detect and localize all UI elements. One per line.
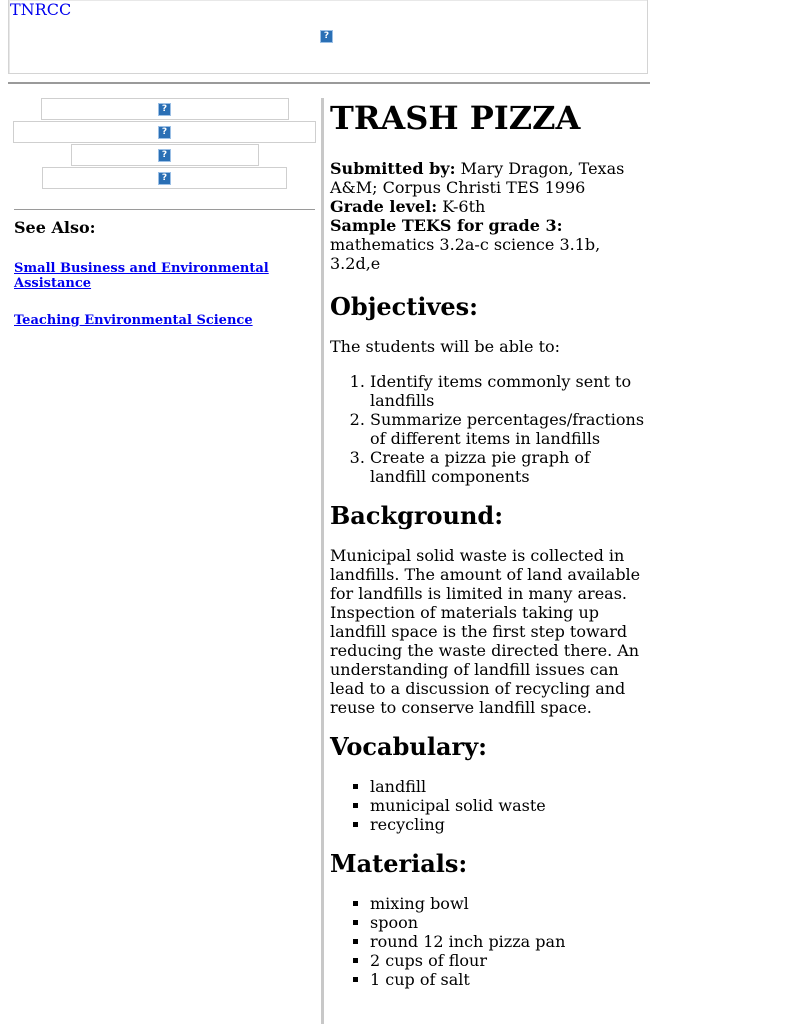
nav-image-3[interactable] [71, 144, 259, 166]
link-teaching-environmental-science[interactable]: Teaching Environmental Science [14, 313, 253, 328]
objectives-intro: The students will be able to: [330, 337, 561, 356]
column-divider [321, 98, 324, 1024]
list-item: ▪ recycling [370, 815, 646, 834]
broken-image-icon: ? [320, 30, 333, 43]
vocabulary-heading: Vocabulary: [330, 732, 487, 761]
nav-image-2[interactable] [13, 121, 316, 143]
nav-image-4[interactable] [42, 167, 287, 189]
grade-level-label: Grade level: [330, 197, 438, 216]
submitted-by-value: Mary Dragon, Texas A&M; Corpus Christi TES 1996 [330, 159, 625, 197]
background-text: Municipal solid waste is collected in landfills. The amount of land available for landfills is limited in many areas. Inspection of materials taking up landfill space is the first step toward reducing the waste directed there. An understanding of landfill issues can lead to a discussion of recycling and reuse to conserve landfill space. [330, 546, 641, 717]
site-title-link[interactable]: TNRCC [10, 0, 72, 19]
see-also-heading: See Also: [14, 218, 96, 237]
page-title: TRASH PIZZA [330, 99, 581, 137]
broken-image-icon: ? [158, 172, 171, 185]
materials-list [330, 894, 646, 989]
list-item: ▪ landfill [370, 777, 646, 796]
article-content [330, 98, 646, 1005]
broken-image-icon: ? [158, 103, 171, 116]
header-banner [8, 0, 648, 74]
list-item: 2. Summarize percentages/fractions of different items in landfills [370, 410, 646, 448]
list-item: ▪ spoon [370, 913, 646, 932]
nav-image-1[interactable] [41, 98, 289, 120]
broken-image-icon: ? [158, 126, 171, 139]
horizontal-rule [8, 82, 650, 84]
sidebar-divider [14, 209, 315, 210]
list-item: ▪ round 12 inch pizza pan [370, 932, 646, 951]
lesson-meta [330, 159, 646, 273]
list-item: ▪ mixing bowl [370, 894, 646, 913]
teks-value: mathematics 3.2a-c science 3.1b, 3.2d,e [330, 235, 601, 273]
list-item: ▪ municipal solid waste [370, 796, 646, 815]
list-item: 1. Identify items commonly sent to landfills [370, 372, 646, 410]
materials-heading: Materials: [330, 849, 468, 878]
background-heading: Background: [330, 501, 504, 530]
teks-label: Sample TEKS for grade 3: [330, 216, 563, 235]
grade-level-value: K-6th [437, 197, 486, 216]
objectives-heading: Objectives: [330, 292, 479, 321]
link-small-business-assistance[interactable]: Small Business and Environmental Assistance [14, 261, 269, 291]
vocabulary-list [330, 777, 646, 834]
list-item: 3. Create a pizza pie graph of landfill components [370, 448, 646, 486]
submitted-by-label: Submitted by: [330, 159, 456, 178]
broken-image-icon: ? [158, 149, 171, 162]
objectives-list [330, 372, 646, 486]
list-item: ▪ 1 cup of salt [370, 970, 646, 989]
list-item: ▪ 2 cups of flour [370, 951, 646, 970]
